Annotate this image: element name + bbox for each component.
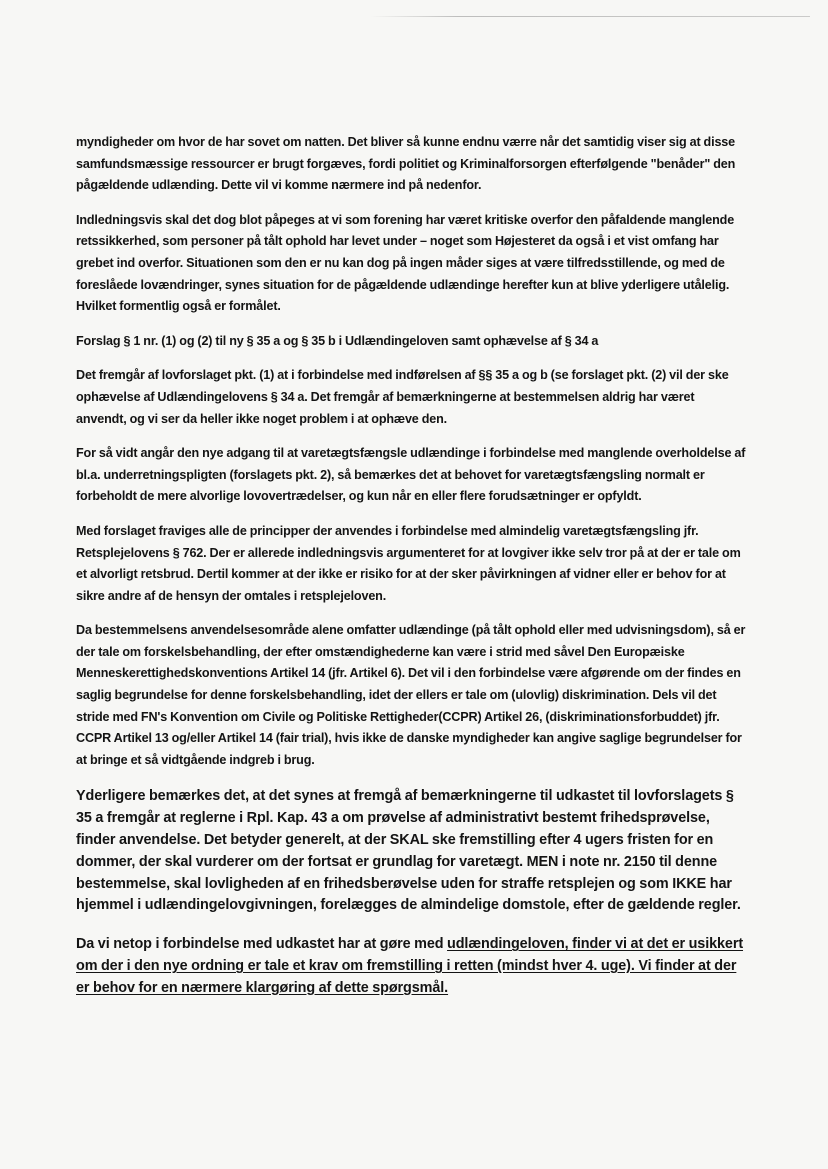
paragraph-7: Yderligere bemærkes det, at det synes at fremgå af bemærkningerne til udkastet til lovforslagets § 35 a fremgår at reglerne i Rpl. Kap. 43 a om prøvelse af administrativt bestemt frihedsprøvelse, finder anvendelse. Det betyder generelt, at der SKAL ske fremstilling efter 4 ugers fristen for en dommer, der skal vurderer om der fortsat er grundlag for varetægt. MEN i note nr. 2150 til denne bestemmelse, skal lovligheden af en frihedsberøvelse uden for straffe retsplejen og som IKKE har hjemmel i udlændingelovgivningen, forelægges de almindelige domstole, efter de gældende regler. (76, 788, 741, 914)
paragraph-4: For så vidt angår den nye adgang til at varetægtsfængsle udlændinge i forbindelse med manglende overholdelse af bl.a. underretningspligten (forslagets pkt. 2), så bemærkes det at behovet for varetægtsfængsling normalt er forbeholdt de mere alvorlige lovovertrædelser, og kun når en eller flere forudsætninger er opfyldt. (76, 446, 746, 504)
document-page (76, 132, 746, 1000)
scan-edge-line (370, 16, 810, 17)
paragraph-8-plain: Da vi netop i forbindelse med udkastet har at gøre med (76, 936, 448, 953)
paragraph-6: Da bestemmelsens anvendelsesområde alene omfatter udlændinge (på tålt ophold eller med udvisningsdom), så er der tale om forskelsbehandling, der efter omstændighederne kan være i strid med såvel Den Europæiske Menneskerettighedskonventions Artikel 14 (jfr. Artikel 6). Det vil i den forbindelse være afgørende om der findes en saglig begrundelse for denne forskelsbehandling, idet der ellers er tale om (ulovlig) diskrimination. Dels vil det stride med FN's Konvention om Civile og Politiske Rettigheder(CCPR) Artikel 26, (diskriminationsforbuddet) jfr. CCPR Artikel 13 og/eller Artikel 14 (fair trial), hvis ikke de danske myndigheder kan angive saglige begrundelser for at bringe et så vidtgående indgreb i brug. (76, 623, 746, 767)
paragraph-8 (76, 934, 746, 999)
paragraph-3: Det fremgår af lovforslaget pkt. (1) at i forbindelse med indførelsen af §§ 35 a og b (se forslaget pkt. (2) vil der ske ophævelse af Udlændingelovens § 34 a. Det fremgår af bemærkningerne at bestemmelsen aldrig har været anvendt, og vi ser da heller ikke noget problem i at ophæve den. (76, 368, 729, 426)
paragraph-2: Indledningsvis skal det dog blot påpeges at vi som forening har været kritiske overfor den påfaldende manglende retssikkerhed, som personer på tålt ophold har levet under – noget som Højesteret da også i et vist omfang har grebet ind overfor. Situationen som den er nu kan dog på ingen måder siges at være tilfredsstillende, og med de foreslåede lovændringer, synes situation for de pågældende udlændinge herefter kun at blive yderligere utålelig. Hvilket formentlig også er formålet. (76, 212, 735, 314)
paragraph-5: Med forslaget fraviges alle de principper der anvendes i forbindelse med almindelig varetægtsfængsling jfr. Retsplejelovens § 762. Der er allerede indledningsvis argumenteret for at lovgiver ikke selv tror på at der er tale om et alvorligt retsbrud. Dertil kommer at der ikke er risiko for at der sker påvirkningen af vidner eller er behov for at sikre andre af de hensyn der omtales i retsplejeloven. (76, 523, 741, 603)
section-heading: Forslag § 1 nr. (1) og (2) til ny § 35 a og § 35 b i Udlændingeloven samt ophævelse af § 34 a (76, 333, 599, 348)
paragraph-1: myndigheder om hvor de har sovet om natten. Det bliver så kunne endnu værre når det samtidig viser sig at disse samfundsmæssige ressourcer er brugt forgæves, fordi politiet og Kriminalforsorgen efterfølgende "benåder" den pågældende udlænding. Dette vil vi komme nærmere ind på nedenfor. (76, 135, 736, 193)
paragraph-8-underlined: udlændingeloven, finder vi at det er usikkert om der i den nye ordning er tale et krav om fremstilling i retten (mindst hver 4. uge). Vi finder at der er behov for en nærmere klargøring af dette spørgsmål. (76, 936, 744, 996)
